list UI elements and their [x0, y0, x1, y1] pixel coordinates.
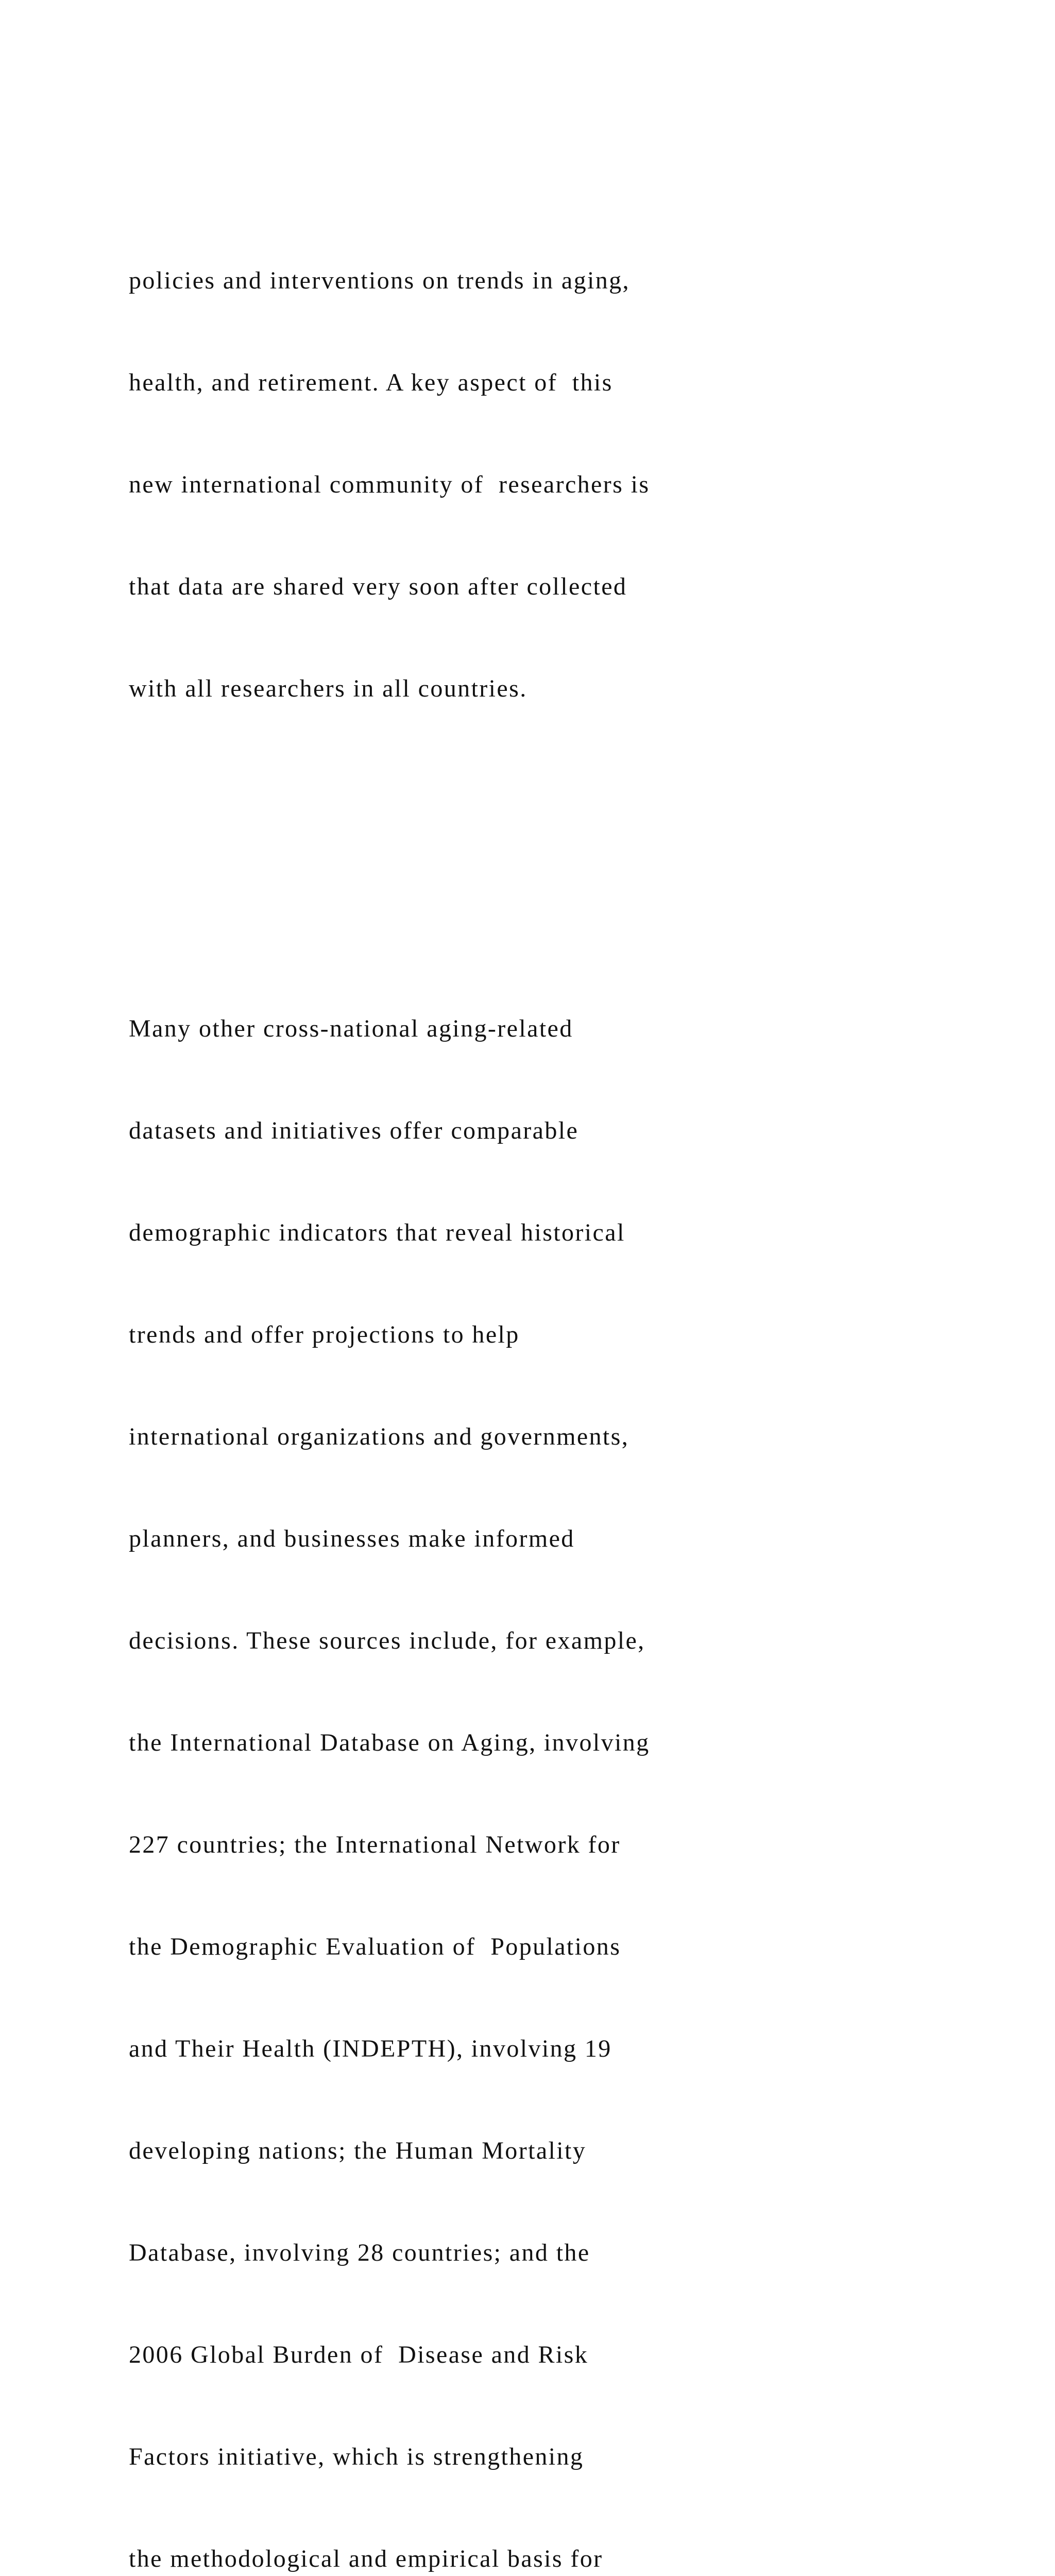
- text-line: that data are shared very soon after collected: [129, 573, 627, 600]
- text-line: trends and offer projections to help: [129, 1321, 520, 1348]
- text-line: Database, involving 28 countries; and the: [129, 2239, 590, 2266]
- text-line: decisions. These sources include, for example,: [129, 1627, 645, 1654]
- text-line: datasets and initiatives offer comparable: [129, 1117, 579, 1144]
- text-line: the International Database on Aging, involving: [129, 1729, 650, 1756]
- text-line: 227 countries; the International Network for: [129, 1831, 621, 1858]
- text-line: Many other cross-national aging-related: [129, 1015, 573, 1042]
- text-line: the Demographic Evaluation of Populations: [129, 1933, 621, 1960]
- document-text: [129, 128, 1035, 2576]
- text-line: new international community of researchers is: [129, 471, 650, 498]
- paragraph-spacer: [129, 842, 1035, 876]
- text-line: policies and interventions on trends in aging,: [129, 267, 630, 294]
- text-line: 2006 Global Burden of Disease and Risk: [129, 2341, 589, 2368]
- paragraph-aging-research: [129, 196, 1035, 774]
- text-line: Factors initiative, which is strengthening: [129, 2443, 584, 2470]
- text-line: and Their Health (INDEPTH), involving 19: [129, 2035, 612, 2062]
- text-line: demographic indicators that reveal historical: [129, 1219, 625, 1246]
- text-line: developing nations; the Human Mortality: [129, 2137, 587, 2164]
- text-line: international organizations and governments,: [129, 1423, 629, 1450]
- text-line: planners, and businesses make informed: [129, 1525, 575, 1552]
- text-line: health, and retirement. A key aspect of this: [129, 369, 613, 396]
- text-line: with all researchers in all countries.: [129, 675, 528, 702]
- paragraph-cross-national-datasets: [129, 944, 1035, 2576]
- text-line: the methodological and empirical basis for: [129, 2545, 603, 2572]
